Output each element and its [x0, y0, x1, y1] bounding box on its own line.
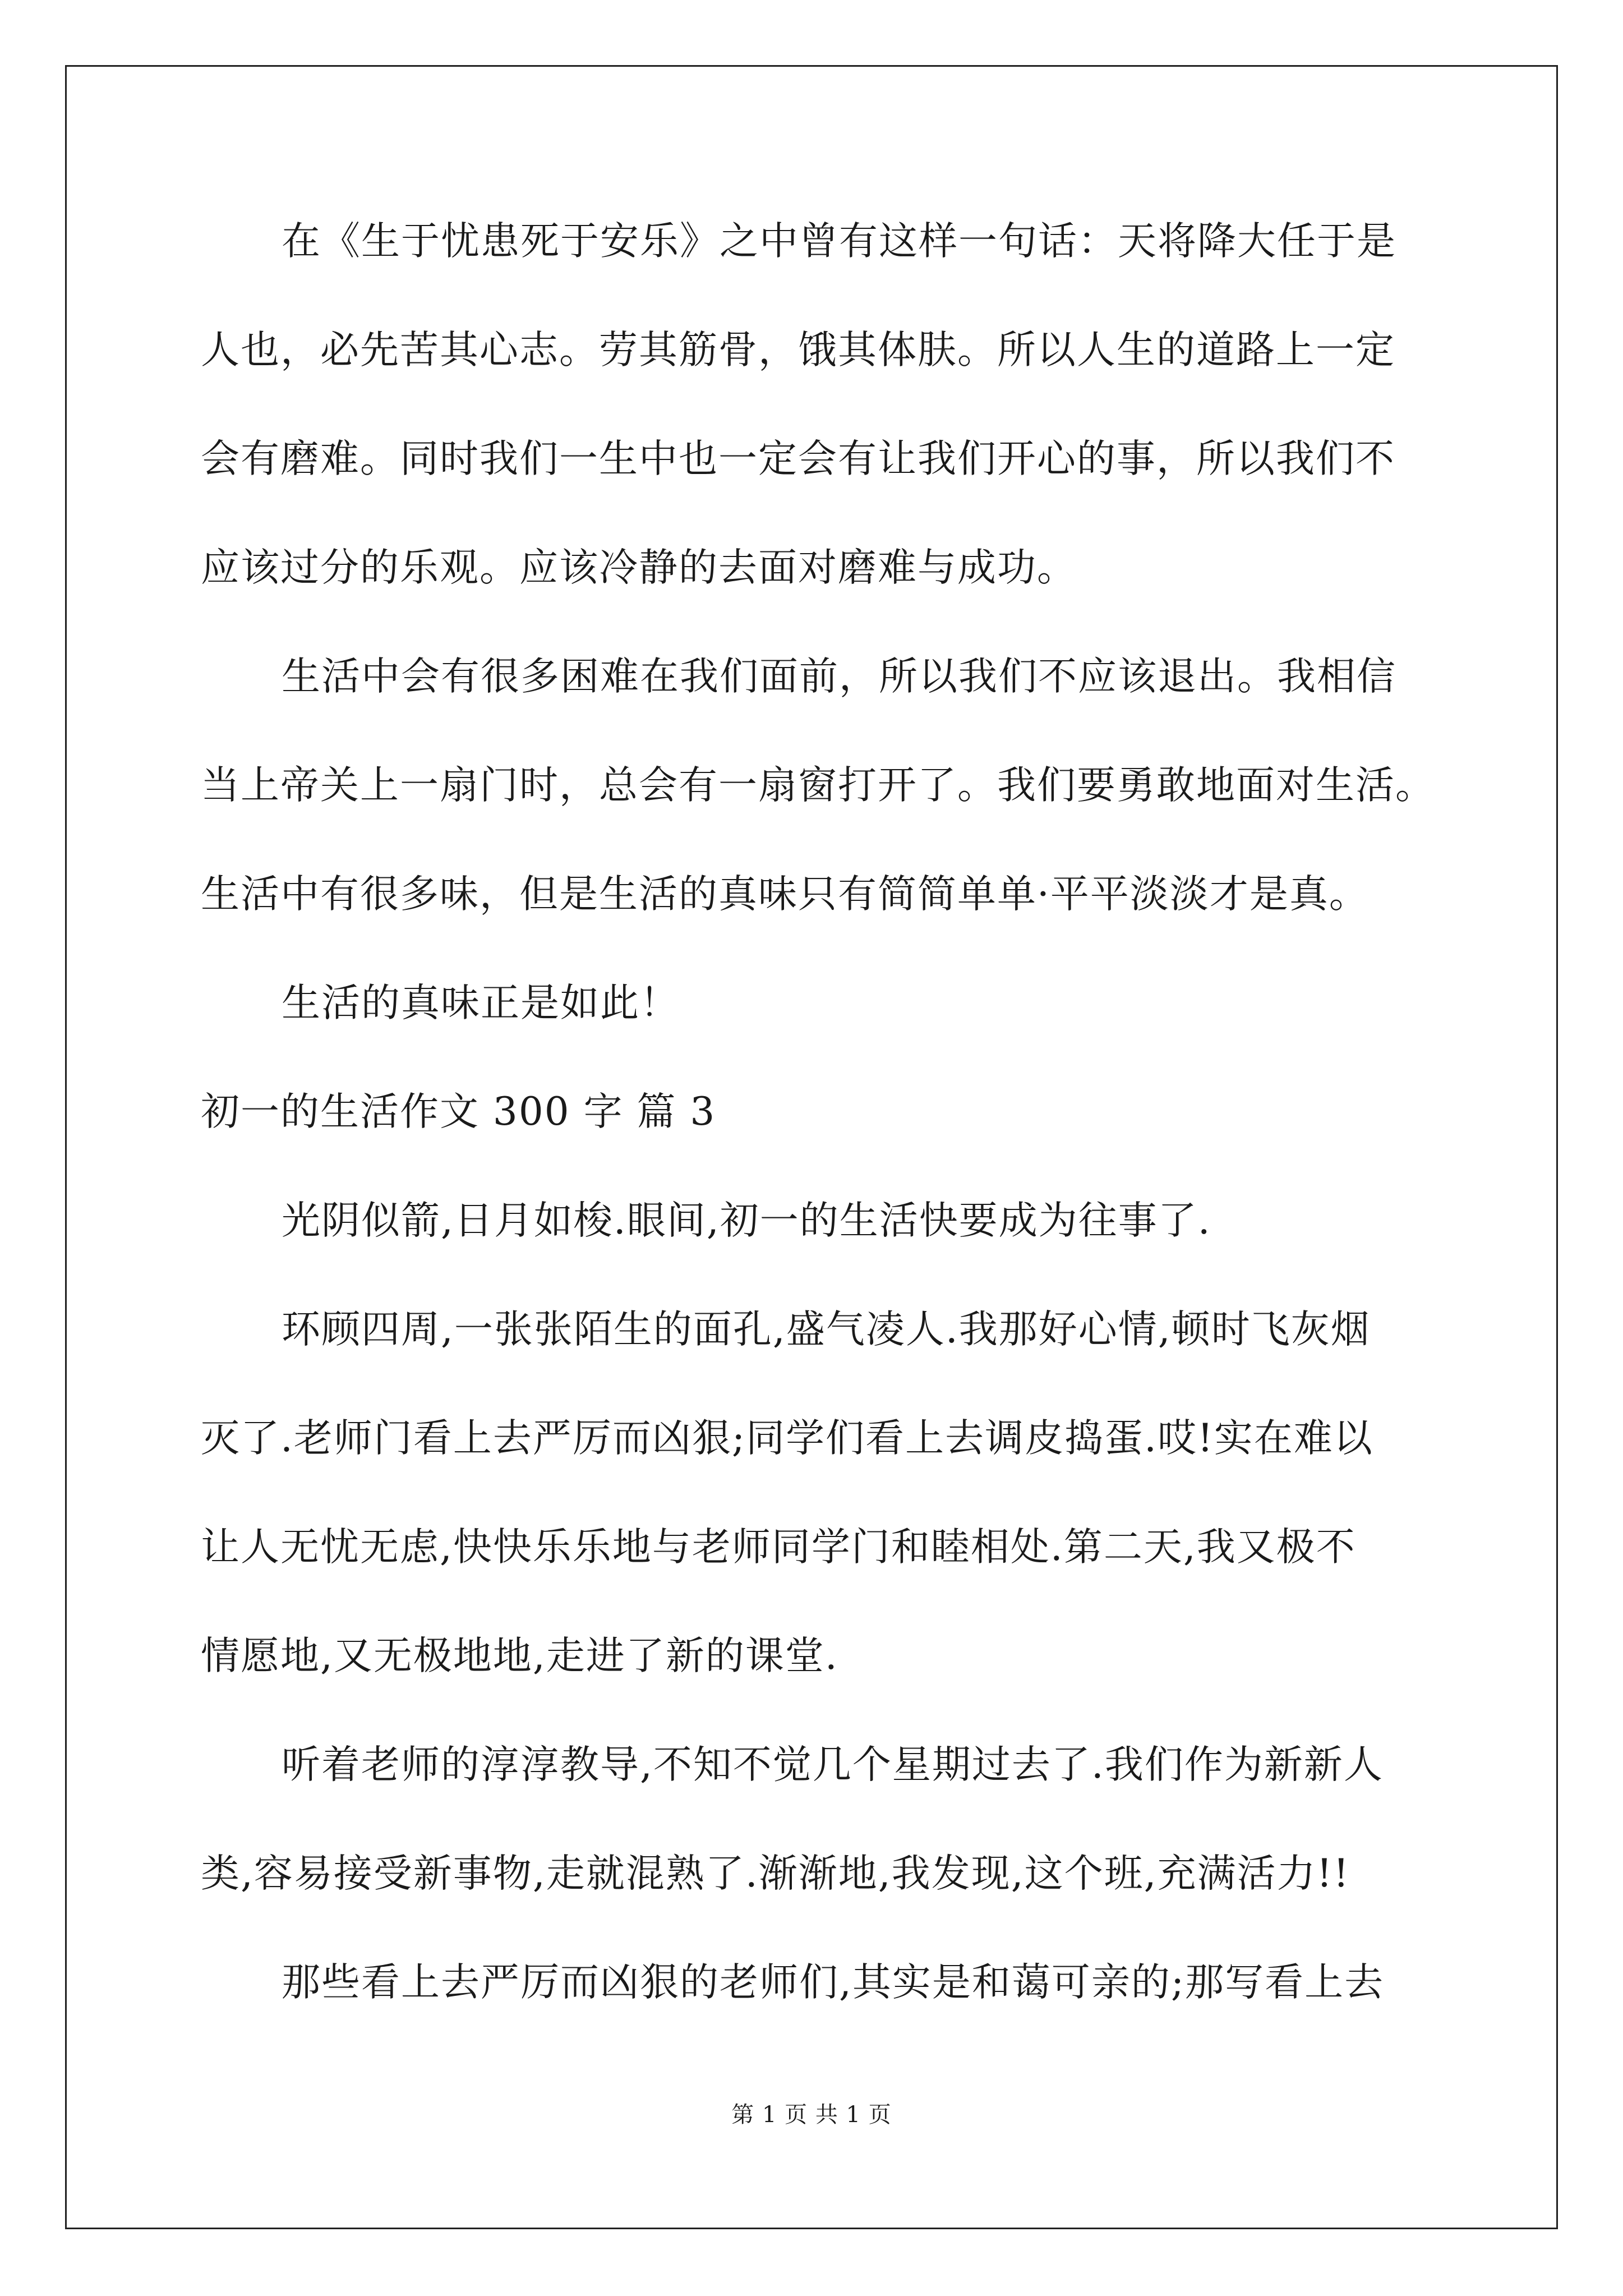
paragraph-line: 那些看上去严厉而凶狠的老师们,其实是和蔼可亲的;那写看上去 [282, 1960, 1385, 2005]
paragraph-line: 情愿地,又无极地地,走进了新的课堂. [201, 1634, 838, 1678]
paragraph-line: 生活中有很多味，但是生活的真味只有简简单单·平平淡淡才是真。 [201, 872, 1369, 917]
paragraph-line: 应该过分的乐观。应该冷静的去面对磨难与成功。 [201, 545, 1077, 590]
page-border [65, 65, 1558, 2229]
paragraph-line: 当上帝关上一扇门时，总会有一扇窗打开了。我们要勇敢地面对生活。 [201, 763, 1435, 808]
paragraph-line: 光阴似箭,日月如梭.眼间,初一的生活快要成为往事了. [282, 1198, 1211, 1243]
paragraph-line: 听着老师的淳淳教导,不知不觉几个星期过去了.我们作为新新人 [282, 1742, 1384, 1787]
paragraph-line: 在《生于忧患死于安乐》之中曾有这样一句话：天将降大任于是 [282, 219, 1396, 264]
section-heading: 初一的生活作文 300 字 篇 3 [201, 1089, 716, 1134]
paragraph-line: 灭了.老师门看上去严厉而凶狠;同学们看上去调皮捣蛋.哎!实在难以 [201, 1416, 1373, 1461]
paragraph-line: 人也，必先苦其心志。劳其筋骨，饿其体肤。所以人生的道路上一定 [201, 328, 1395, 372]
paragraph-line: 让人无忧无虑,快快乐乐地与老师同学门和睦相处.第二天,我又极不 [201, 1525, 1356, 1570]
paragraph-line: 环顾四周,一张张陌生的面孔,盛气凌人.我那好心情,顿时飞灰烟 [282, 1307, 1371, 1352]
page-number-footer: 第 1 页 共 1 页 [731, 2102, 892, 2128]
paragraph-line: 生活的真味正是如此！ [282, 981, 680, 1025]
paragraph-line: 会有磨难。同时我们一生中也一定会有让我们开心的事，所以我们不 [201, 436, 1395, 481]
paragraph-line: 类,容易接受新事物,走就混熟了.渐渐地,我发现,这个班,充满活力!! [201, 1851, 1350, 1896]
paragraph-line: 生活中会有很多困难在我们面前，所以我们不应该退出。我相信 [282, 654, 1396, 699]
